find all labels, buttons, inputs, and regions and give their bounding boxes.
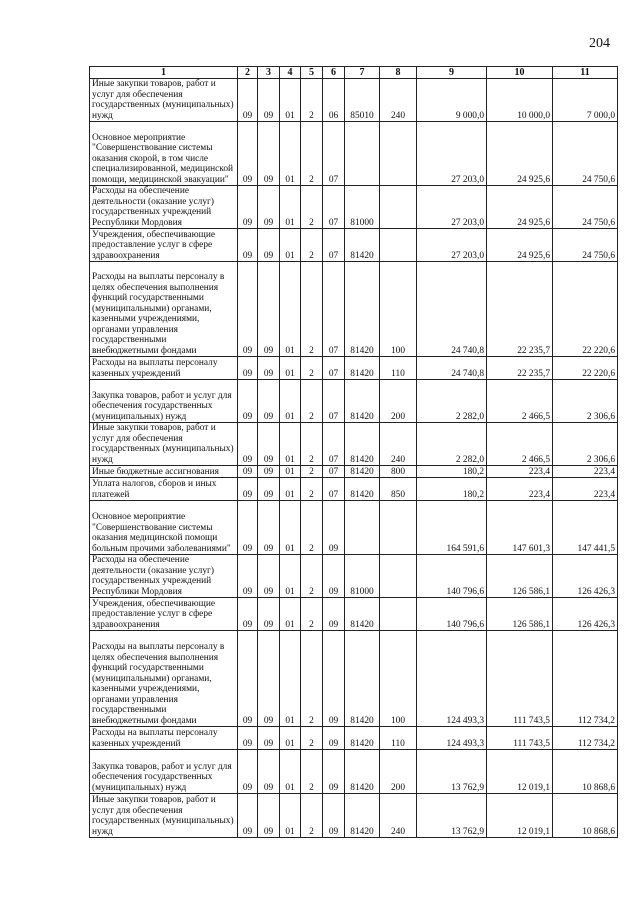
budget-table: [89, 66, 618, 838]
table-cell: 09: [238, 79, 258, 122]
table-cell: 09: [238, 262, 258, 357]
table-cell: 81420: [345, 229, 380, 262]
row-name-cell: Расходы на выплаты персоналу в целях обеспечения выполнения функций государственными (муниципальными) органами, казенными учреждениями, органами управления государственными внебюджетными фондами: [90, 262, 238, 357]
table-cell: 9 000,0: [417, 79, 487, 122]
table-cell: 09: [238, 794, 258, 838]
table-cell: 01: [280, 357, 301, 380]
row-name-cell: Закупка товаров, работ и услуг для обеспечения государственных (муниципальных) нужд: [90, 380, 238, 423]
table-cell: 81420: [345, 380, 380, 423]
table-cell: 09: [238, 423, 258, 466]
table-cell: 09: [323, 631, 345, 727]
table-cell: 124 493,3: [417, 631, 487, 727]
table-cell: 180,2: [417, 478, 487, 501]
table-row: [90, 598, 618, 631]
table-cell: 81420: [345, 466, 380, 478]
row-name-cell: Иные закупки товаров, работ и услуг для обеспечения государственных (муниципальных) нужд: [90, 79, 238, 122]
table-row: [90, 478, 618, 501]
header-cell: 4: [280, 67, 301, 79]
table-cell: 09: [258, 122, 280, 186]
table-cell: 200: [380, 750, 417, 794]
table-cell: 111 743,5: [487, 727, 553, 750]
table-cell: 09: [258, 380, 280, 423]
table-cell: 09: [258, 631, 280, 727]
table-cell: 2: [301, 466, 323, 478]
table-cell: 01: [280, 380, 301, 423]
table-cell: 01: [280, 794, 301, 838]
row-name-cell: Закупка товаров, работ и услуг для обеспечения государственных (муниципальных) нужд: [90, 750, 238, 794]
table-cell: 24 925,6: [487, 229, 553, 262]
table-cell: 2: [301, 380, 323, 423]
table-cell: 07: [323, 186, 345, 229]
table-row: [90, 122, 618, 186]
table-cell: 140 796,6: [417, 598, 487, 631]
table-cell: 01: [280, 478, 301, 501]
row-name-cell: Иные закупки товаров, работ и услуг для обеспечения государственных (муниципальных) нужд: [90, 423, 238, 466]
row-name-cell: Учреждения, обеспечивающие предоставление услуг в сфере здравоохранения: [90, 598, 238, 631]
table-cell: [345, 501, 380, 555]
table-cell: 126 586,1: [487, 598, 553, 631]
table-cell: 09: [238, 598, 258, 631]
table-cell: 01: [280, 466, 301, 478]
table-cell: 22 220,6: [553, 262, 618, 357]
table-cell: 126 426,3: [553, 598, 618, 631]
table-cell: 09: [238, 466, 258, 478]
table-cell: 09: [238, 357, 258, 380]
table-cell: 01: [280, 423, 301, 466]
table-cell: 07: [323, 380, 345, 423]
row-name-cell: Расходы на обеспечение деятельности (оказание услуг) государственных учреждений Республики Мордовия: [90, 186, 238, 229]
table-cell: 81420: [345, 727, 380, 750]
table-row: [90, 262, 618, 357]
header-cell: 9: [417, 67, 487, 79]
table-row: [90, 186, 618, 229]
table-row: [90, 727, 618, 750]
table-cell: 223,4: [553, 478, 618, 501]
table-cell: 01: [280, 186, 301, 229]
table-cell: 110: [380, 357, 417, 380]
table-cell: 09: [258, 186, 280, 229]
table-cell: 09: [258, 794, 280, 838]
table-row: [90, 380, 618, 423]
table-cell: 147 441,5: [553, 501, 618, 555]
table-cell: 2: [301, 357, 323, 380]
header-cell: 7: [345, 67, 380, 79]
table-cell: 09: [323, 727, 345, 750]
table-cell: 09: [238, 631, 258, 727]
table-cell: [380, 122, 417, 186]
table-cell: 24 740,8: [417, 262, 487, 357]
table-cell: 09: [238, 501, 258, 555]
table-cell: 81420: [345, 750, 380, 794]
table-cell: 240: [380, 794, 417, 838]
table-cell: 09: [258, 423, 280, 466]
table-cell: 01: [280, 122, 301, 186]
table-cell: 09: [258, 750, 280, 794]
row-name-cell: Основное мероприятие "Совершенствование системы оказания скорой, в том числе специализированной, медицинской помощи, медицинской эвакуации": [90, 122, 238, 186]
row-name-cell: Иные бюджетные ассигнования: [90, 466, 238, 478]
table-row: [90, 750, 618, 794]
table-cell: 07: [323, 357, 345, 380]
table-cell: 100: [380, 262, 417, 357]
table-cell: 09: [238, 727, 258, 750]
table-cell: 2 306,6: [553, 423, 618, 466]
table-cell: 81420: [345, 478, 380, 501]
table-cell: 01: [280, 631, 301, 727]
table-cell: 223,4: [487, 478, 553, 501]
header-cell: 5: [301, 67, 323, 79]
table-cell: 09: [323, 750, 345, 794]
table-row: [90, 423, 618, 466]
table-cell: 223,4: [553, 466, 618, 478]
table-cell: 01: [280, 555, 301, 598]
table-cell: 09: [258, 598, 280, 631]
table-cell: 24 925,6: [487, 122, 553, 186]
table-cell: [380, 186, 417, 229]
row-name-cell: Иные закупки товаров, работ и услуг для обеспечения государственных (муниципальных) нужд: [90, 794, 238, 838]
row-name-cell: Уплата налогов, сборов и иных платежей: [90, 478, 238, 501]
table-row: [90, 631, 618, 727]
header-cell: 8: [380, 67, 417, 79]
table-cell: 09: [258, 478, 280, 501]
table-cell: 01: [280, 229, 301, 262]
table-cell: 2: [301, 631, 323, 727]
row-name-cell: Учреждения, обеспечивающие предоставление услуг в сфере здравоохранения: [90, 229, 238, 262]
table-cell: 12 019,1: [487, 794, 553, 838]
table-cell: 2: [301, 727, 323, 750]
table-cell: 2: [301, 122, 323, 186]
table-cell: 22 220,6: [553, 357, 618, 380]
table-cell: 09: [258, 555, 280, 598]
row-name-cell: Расходы на выплаты персоналу казенных учреждений: [90, 357, 238, 380]
table-cell: 2 466,5: [487, 423, 553, 466]
table-cell: 2: [301, 423, 323, 466]
table-cell: 24 750,6: [553, 122, 618, 186]
table-cell: [380, 598, 417, 631]
table-cell: 2 282,0: [417, 380, 487, 423]
header-cell: 3: [258, 67, 280, 79]
table-cell: 01: [280, 598, 301, 631]
table-cell: 09: [238, 478, 258, 501]
table-cell: 06: [323, 79, 345, 122]
table-cell: [380, 555, 417, 598]
table-cell: 126 586,1: [487, 555, 553, 598]
table-cell: 22 235,7: [487, 357, 553, 380]
table-cell: 09: [238, 122, 258, 186]
row-name-cell: Расходы на выплаты персоналу казенных учреждений: [90, 727, 238, 750]
table-cell: 24 750,6: [553, 186, 618, 229]
table-row: [90, 501, 618, 555]
table-cell: 2: [301, 186, 323, 229]
table-cell: 09: [258, 79, 280, 122]
table-cell: 112 734,2: [553, 727, 618, 750]
header-row: [90, 67, 618, 79]
table-cell: 110: [380, 727, 417, 750]
table-cell: 01: [280, 501, 301, 555]
table-cell: 81000: [345, 555, 380, 598]
table-cell: 27 203,0: [417, 186, 487, 229]
header-cell: 2: [238, 67, 258, 79]
table-cell: 126 426,3: [553, 555, 618, 598]
table-row: [90, 357, 618, 380]
table-cell: 81420: [345, 794, 380, 838]
table-cell: 07: [323, 423, 345, 466]
table-cell: 124 493,3: [417, 727, 487, 750]
table-cell: 09: [258, 229, 280, 262]
table-row: [90, 555, 618, 598]
table-cell: 81420: [345, 598, 380, 631]
row-name-cell: Расходы на выплаты персоналу в целях обеспечения выполнения функций государственными (муниципальными) органами, казенными учреждениями, органами управления государственными внебюджетными фондами: [90, 631, 238, 727]
table-cell: 24 740,8: [417, 357, 487, 380]
table-cell: 164 591,6: [417, 501, 487, 555]
table-cell: 01: [280, 750, 301, 794]
table-cell: 07: [323, 229, 345, 262]
table-cell: 81420: [345, 262, 380, 357]
table-cell: 147 601,3: [487, 501, 553, 555]
table-cell: 07: [323, 466, 345, 478]
table-cell: 800: [380, 466, 417, 478]
table-cell: 7 000,0: [553, 79, 618, 122]
table-cell: 09: [258, 262, 280, 357]
table-cell: 07: [323, 478, 345, 501]
table-cell: 09: [258, 357, 280, 380]
table-row: [90, 466, 618, 478]
table-cell: 81000: [345, 186, 380, 229]
table-body: [90, 79, 618, 838]
table-cell: 27 203,0: [417, 122, 487, 186]
table-cell: 2 282,0: [417, 423, 487, 466]
table-cell: 01: [280, 79, 301, 122]
table-cell: 240: [380, 79, 417, 122]
table-cell: 2: [301, 794, 323, 838]
table-cell: 2 466,5: [487, 380, 553, 423]
header-cell: 10: [487, 67, 553, 79]
table-cell: 2: [301, 750, 323, 794]
table-cell: 07: [323, 262, 345, 357]
table-cell: 2: [301, 598, 323, 631]
table-cell: 09: [323, 501, 345, 555]
table-row: [90, 229, 618, 262]
table-cell: 81420: [345, 631, 380, 727]
table-cell: 85010: [345, 79, 380, 122]
table-cell: 2: [301, 229, 323, 262]
table-cell: 100: [380, 631, 417, 727]
table-cell: 2: [301, 79, 323, 122]
table-cell: 111 743,5: [487, 631, 553, 727]
table-cell: 140 796,6: [417, 555, 487, 598]
table-cell: 850: [380, 478, 417, 501]
table-cell: 09: [238, 229, 258, 262]
table-cell: 2: [301, 501, 323, 555]
table-cell: 24 750,6: [553, 229, 618, 262]
table-cell: 180,2: [417, 466, 487, 478]
table-cell: 09: [323, 598, 345, 631]
table-cell: 81420: [345, 357, 380, 380]
row-name-cell: Расходы на обеспечение деятельности (оказание услуг) государственных учреждений Республики Мордовия: [90, 555, 238, 598]
table-cell: 09: [238, 380, 258, 423]
table-cell: 13 762,9: [417, 794, 487, 838]
table-cell: [380, 229, 417, 262]
table-row: [90, 794, 618, 838]
table-cell: 01: [280, 727, 301, 750]
table-cell: 27 203,0: [417, 229, 487, 262]
table-cell: 12 019,1: [487, 750, 553, 794]
table-cell: 22 235,7: [487, 262, 553, 357]
table-cell: 09: [258, 466, 280, 478]
table-cell: 112 734,2: [553, 631, 618, 727]
table-cell: 223,4: [487, 466, 553, 478]
table-cell: 07: [323, 122, 345, 186]
table-cell: 10 000,0: [487, 79, 553, 122]
table-cell: 09: [258, 727, 280, 750]
table-cell: 200: [380, 380, 417, 423]
header-cell: 1: [90, 67, 238, 79]
table-cell: 09: [238, 555, 258, 598]
table-cell: 10 868,6: [553, 794, 618, 838]
table-cell: 2: [301, 478, 323, 501]
table-cell: 81420: [345, 423, 380, 466]
table-row: [90, 79, 618, 122]
header-cell: 11: [553, 67, 618, 79]
table-cell: [345, 122, 380, 186]
table-cell: 2 306,6: [553, 380, 618, 423]
table-cell: 240: [380, 423, 417, 466]
table-cell: 2: [301, 555, 323, 598]
table-cell: 09: [323, 794, 345, 838]
table-cell: 09: [323, 555, 345, 598]
table-cell: [380, 501, 417, 555]
table-cell: 09: [238, 186, 258, 229]
table-cell: 13 762,9: [417, 750, 487, 794]
table-cell: 09: [258, 501, 280, 555]
page-number: 204: [589, 36, 610, 51]
header-cell: 6: [323, 67, 345, 79]
row-name-cell: Основное мероприятие "Совершенствование системы оказания медицинской помощи больным прочими заболеваниями": [90, 501, 238, 555]
table-cell: 2: [301, 262, 323, 357]
table-cell: 01: [280, 262, 301, 357]
table-cell: 24 925,6: [487, 186, 553, 229]
table-cell: 10 868,6: [553, 750, 618, 794]
table-cell: 09: [238, 750, 258, 794]
